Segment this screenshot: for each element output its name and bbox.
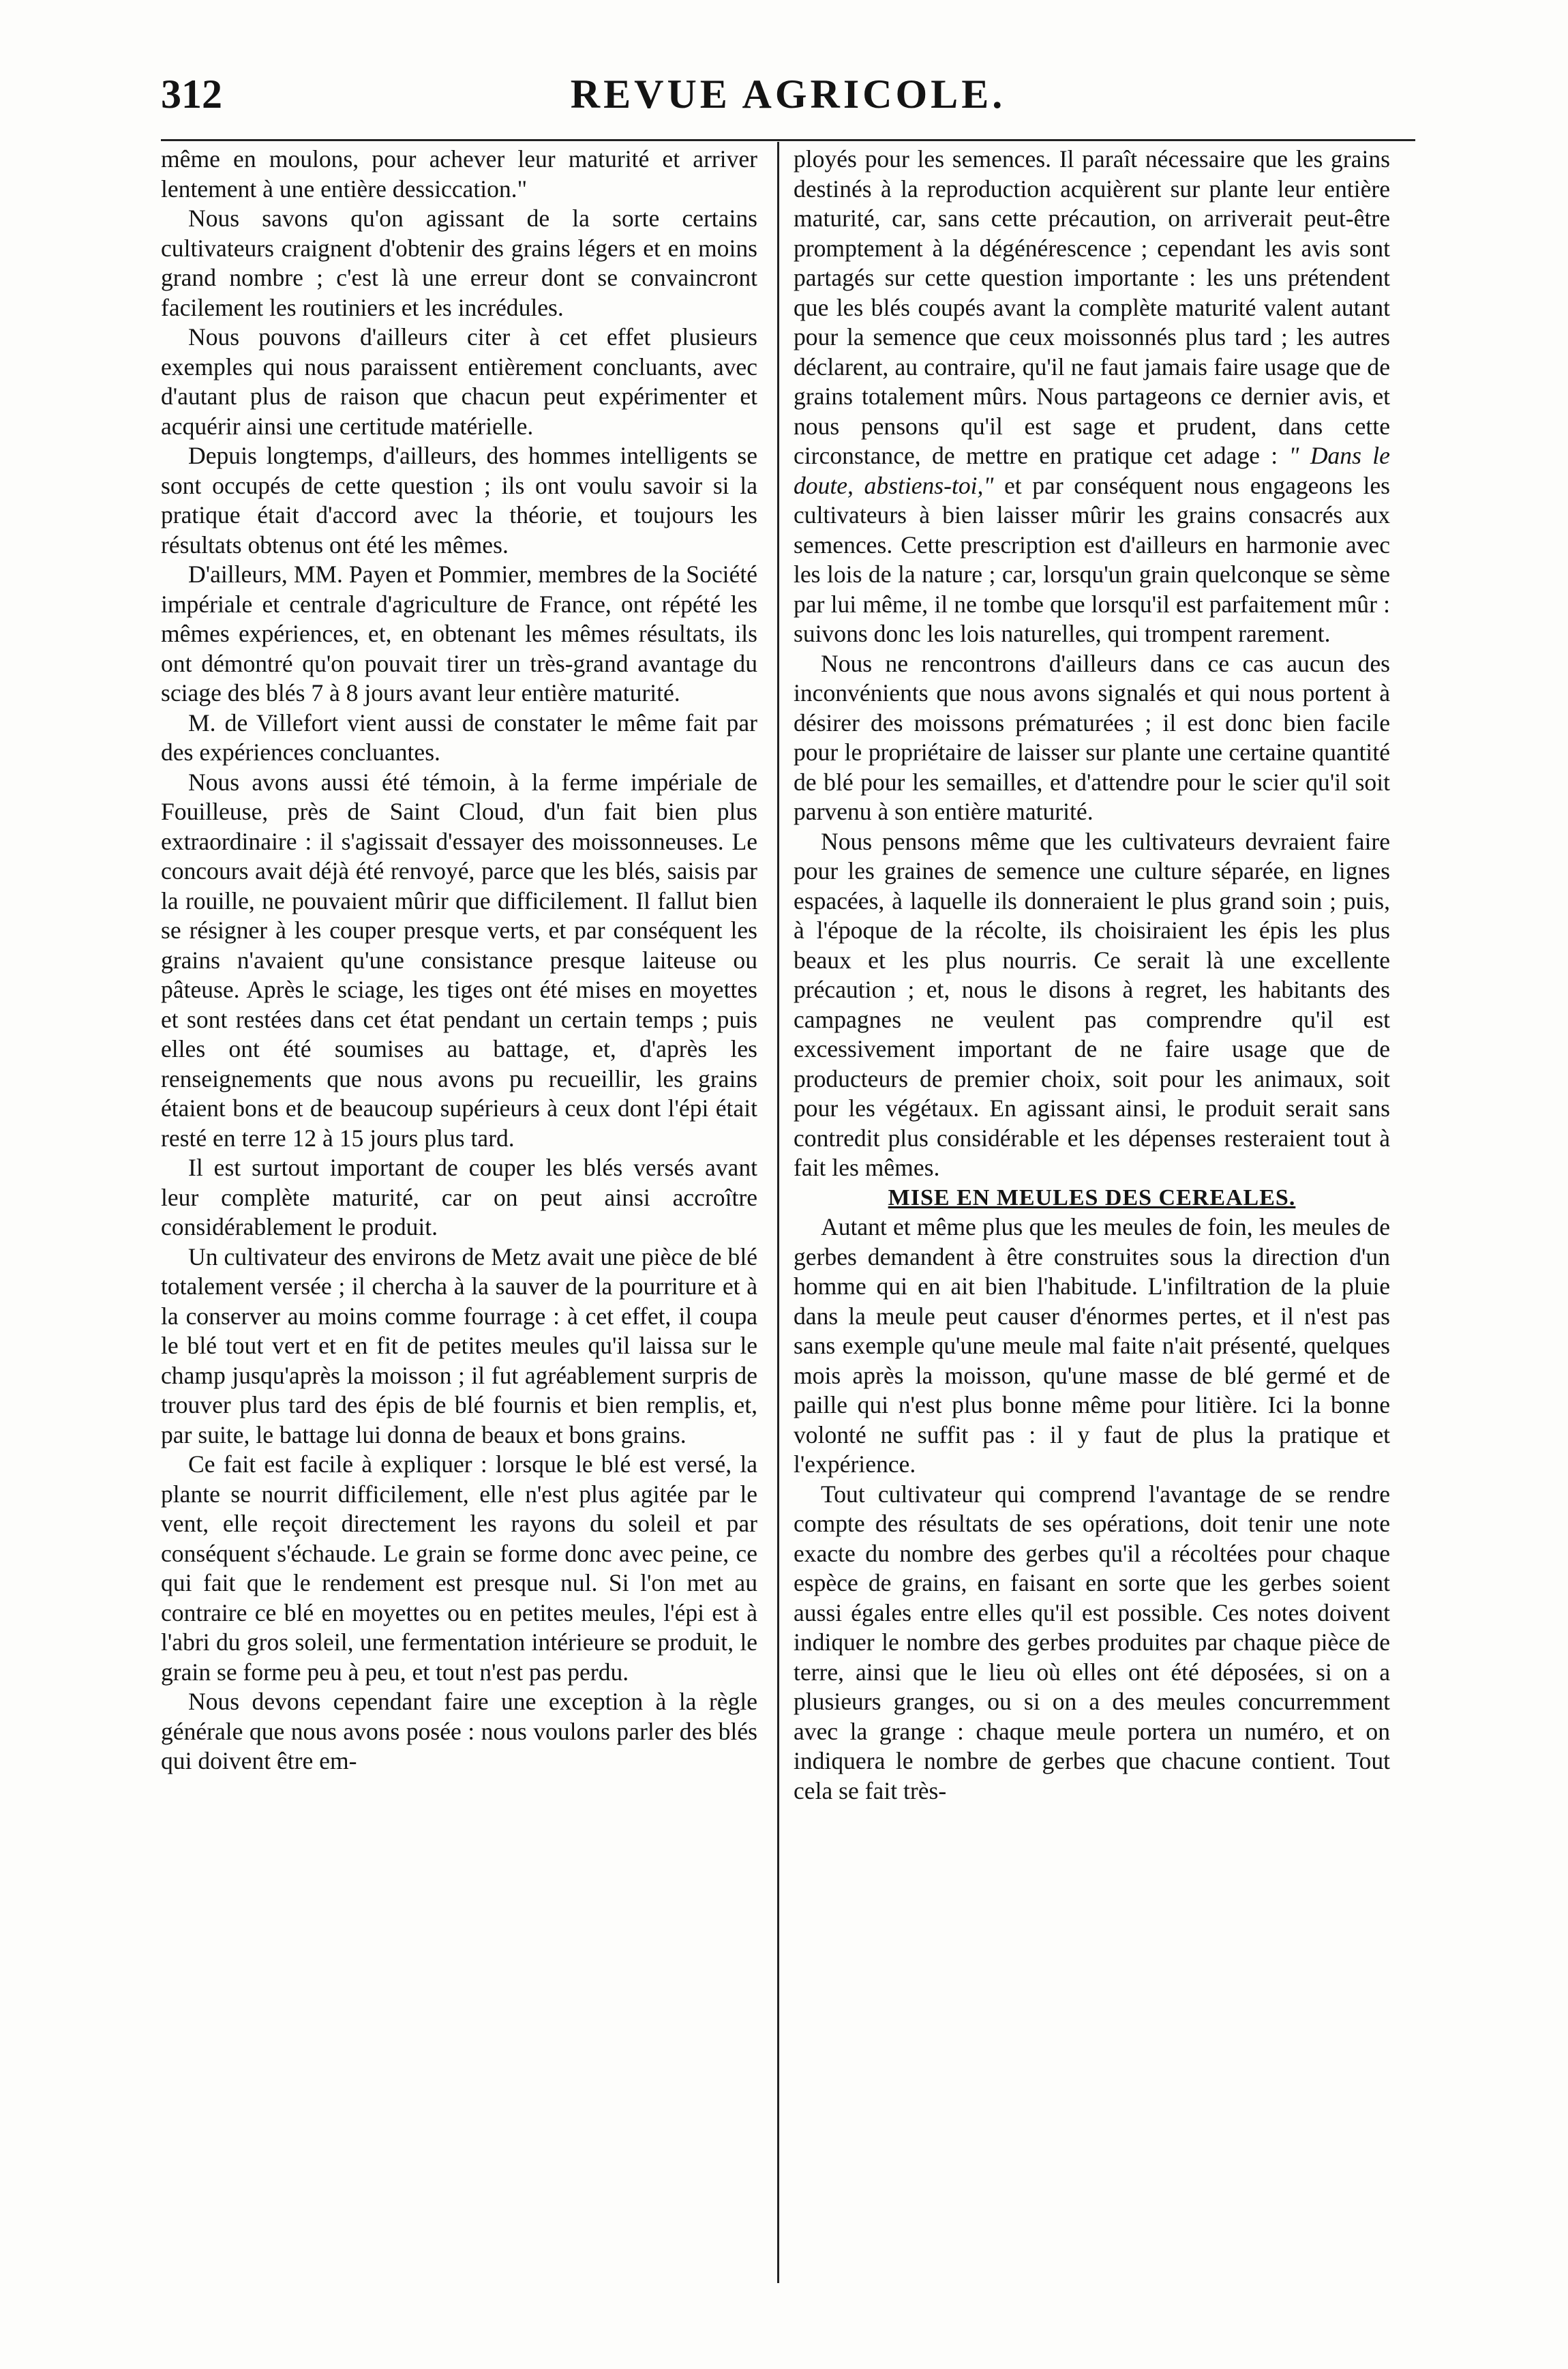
- running-title: REVUE AGRICOLE.: [570, 72, 1006, 117]
- paragraph: même en moulons, pour achever leur maturité et arriver lentement à une entière dessiccation.": [161, 145, 757, 203]
- paragraph: Il est surtout important de couper les blés versés avant leur complète maturité, car on peut ainsi accroître considérablement le produit.: [161, 1154, 757, 1240]
- paragraph-text: et par conséquent nous engageons les cultivateurs à bien laisser mûrir les grains consacrés aux semences. Cette prescription est d'ailleurs en harmonie avec les lois de la nature ; car, lorsqu'un grain quelconque se sème par lui même, il ne tombe que lorsqu'il est parfaitement mûr : suivons donc les lois naturelles, qui trompent rarement.: [794, 471, 1390, 647]
- column-divider: [777, 142, 779, 2283]
- paragraph: Nous pouvons d'ailleurs citer à cet effet plusieurs exemples qui nous paraissent entièrement concluants, avec d'autant plus de raison que chacun peut expérimenter et acquérir ainsi une certitude matérielle.: [161, 323, 757, 440]
- page-header: [161, 71, 1415, 125]
- paragraph: Nous ne rencontrons d'ailleurs dans ce cas aucun des inconvénients que nous avons signalés et qui nous portent à désirer des moissons prématurées ; il est donc bien facile pour le propriétaire de laisser sur plante une certaine quantité de blé pour les semailles, et d'attendre pour le scier qu'il soit parvenu à son entière maturité.: [794, 649, 1390, 825]
- paragraph: Ce fait est facile à expliquer : lorsque le blé est versé, la plante se nourrit difficilement, elle n'est plus agitée par le vent, elle reçoit directement les rayons du soleil et par conséquent s'échaude. Le grain se forme donc avec peine, ce qui fait que le rendement est presque nul. Si l'on met au contraire ce blé en moyettes ou en petites meules, l'épi est à l'abri du gros soleil, une fermentation intérieure se produit, le grain se forme peu à peu, et tout n'est pas perdu.: [161, 1450, 757, 1686]
- paragraph: Nous avons aussi été témoin, à la ferme impériale de Fouilleuse, près de Saint Cloud, d'un fait bien plus extraordinaire : il s'agissait d'essayer des moissonneuses. Le concours avait déjà été renvoyé, parce que les blés, saisis par la rouille, ne pouvaient mûrir que difficilement. Il fallut bien se résigner à les couper presque verts, et par conséquent les grains n'avaient qu'une consistance presque laiteuse ou pâteuse. Après le sciage, les tiges ont été mises en moyettes et sont restées dans cet état pendant un certain temps ; puis elles ont été soumises au battage, et, d'après les renseignements que nous avons pu recueillir, les grains étaient bons et de beaucoup supérieurs à ceux dont l'épi était resté en terre 12 à 15 jours plus tard.: [161, 768, 757, 1152]
- header-rule: [161, 139, 1415, 141]
- paragraph: Tout cultivateur qui comprend l'avantage de se rendre compte des résultats de ses opérations, doit tenir une note exacte du nombre des gerbes qu'il a récoltées pour chaque espèce de grains, en faisant en sorte que les gerbes soient aussi égales entre elles qu'il est possible. Ces notes doivent indiquer le nombre des gerbes produites par chaque pièce de terre, ainsi que le lieu où elles ont été déposées, si on a plusieurs granges, ou si on a des meules concurremment avec la grange : chaque meule portera un numéro, et on indiquera le nombre de gerbes que chacune contient. Tout cela se fait très-: [794, 1480, 1390, 1804]
- paragraph: Nous pensons même que les cultivateurs devraient faire pour les graines de semence une culture séparée, en lignes espacées, à laquelle ils donneraient le plus grand soin ; puis, à l'époque de la récolte, ils choisiraient les épis les plus beaux et les plus nourris. Ce serait là une excellente précaution ; et, nous le disons à regret, les habitants des campagnes ne veulent pas comprendre qu'il est excessivement important de ne faire usage que de producteurs de premier choix, soit pour les animaux, soit pour les végétaux. En agissant ainsi, le produit serait sans contredit plus considérable et les dépenses resteraient tout à fait les mêmes.: [794, 827, 1390, 1181]
- section-heading: MISE EN MEULES DES CEREALES.: [888, 1184, 1296, 1210]
- paragraph: [794, 145, 1390, 649]
- paragraph-text: ployés pour les semences. Il paraît nécessaire que les grains destinés à la reproduction acquièrent sur plante leur entière maturité, car, sans cette précaution, on arriverait peut-être promptement à la dégénérescence ; cependant les avis sont partagés sur cette question importante : les uns prétendent que les blés coupés avant la complète maturité valent autant pour la semence que ceux moissonnés plus tard ; les autres déclarent, au contraire, qu'il ne faut jamais faire usage que de grains totalement mûrs. Nous partageons ce dernier avis, et nous pensons qu'il est sage et prudent, dans cette circonstance, de mettre en pratique cet adage :: [794, 145, 1390, 469]
- left-column: [161, 145, 757, 1776]
- adage-quote: " Dans le doute, abstiens-toi,": [794, 442, 1390, 499]
- paragraph: Un cultivateur des environs de Metz avait une pièce de blé totalement versée ; il chercha à la sauver de la pourriture et à la conserver au moins comme fourrage : à cet effet, il coupa le blé tout vert et en fit de petites meules qu'il laissa sur le champ jusqu'après la moisson ; il fut agréablement surpris de trouver plus tard des épis de blé fournis et bien remplis, et, par suite, le battage lui donna de beaux et bons grains.: [161, 1242, 757, 1448]
- page-number: 312: [161, 72, 222, 117]
- paragraph: Nous devons cependant faire une exception à la règle générale que nous avons posée : nous voulons parler des blés qui doivent être em-: [161, 1688, 757, 1774]
- paragraph: D'ailleurs, MM. Payen et Pommier, membres de la Société impériale et centrale d'agriculture de France, ont répété les mêmes expériences, et, en obtenant les mêmes résultats, ils ont démontré qu'on pouvait tirer un très-grand avantage du sciage des blés 7 à 8 jours avant leur entière maturité.: [161, 561, 757, 706]
- paragraph: Depuis longtemps, d'ailleurs, des hommes intelligents se sont occupés de cette question ; ils ont voulu savoir si la pratique était d'accord avec la théorie, et toujours les résultats obtenus ont été les mêmes.: [161, 442, 757, 558]
- right-column: [794, 145, 1390, 1806]
- paragraph: Autant et même plus que les meules de foin, les meules de gerbes demandent à être construites sous la direction d'un homme qui en ait bien l'habitude. L'infiltration de la pluie dans la meule peut causer d'énormes pertes, et il n'est pas sans exemple qu'une meule mal faite n'ait présenté, quelques mois après la moisson, qu'une masse de blé germé et de paille qui n'est plus bonne même pour litière. Ici la bonne volonté ne suffit pas : il y faut de plus la pratique et l'expérience.: [794, 1213, 1390, 1478]
- paragraph: Nous savons qu'on agissant de la sorte certains cultivateurs craignent d'obtenir des grains légers et en moins grand nombre ; c'est là une erreur dont se convaincront facilement les routiniers et les incrédules.: [161, 205, 757, 321]
- paragraph: M. de Villefort vient aussi de constater le même fait par des expériences concluantes.: [161, 709, 757, 766]
